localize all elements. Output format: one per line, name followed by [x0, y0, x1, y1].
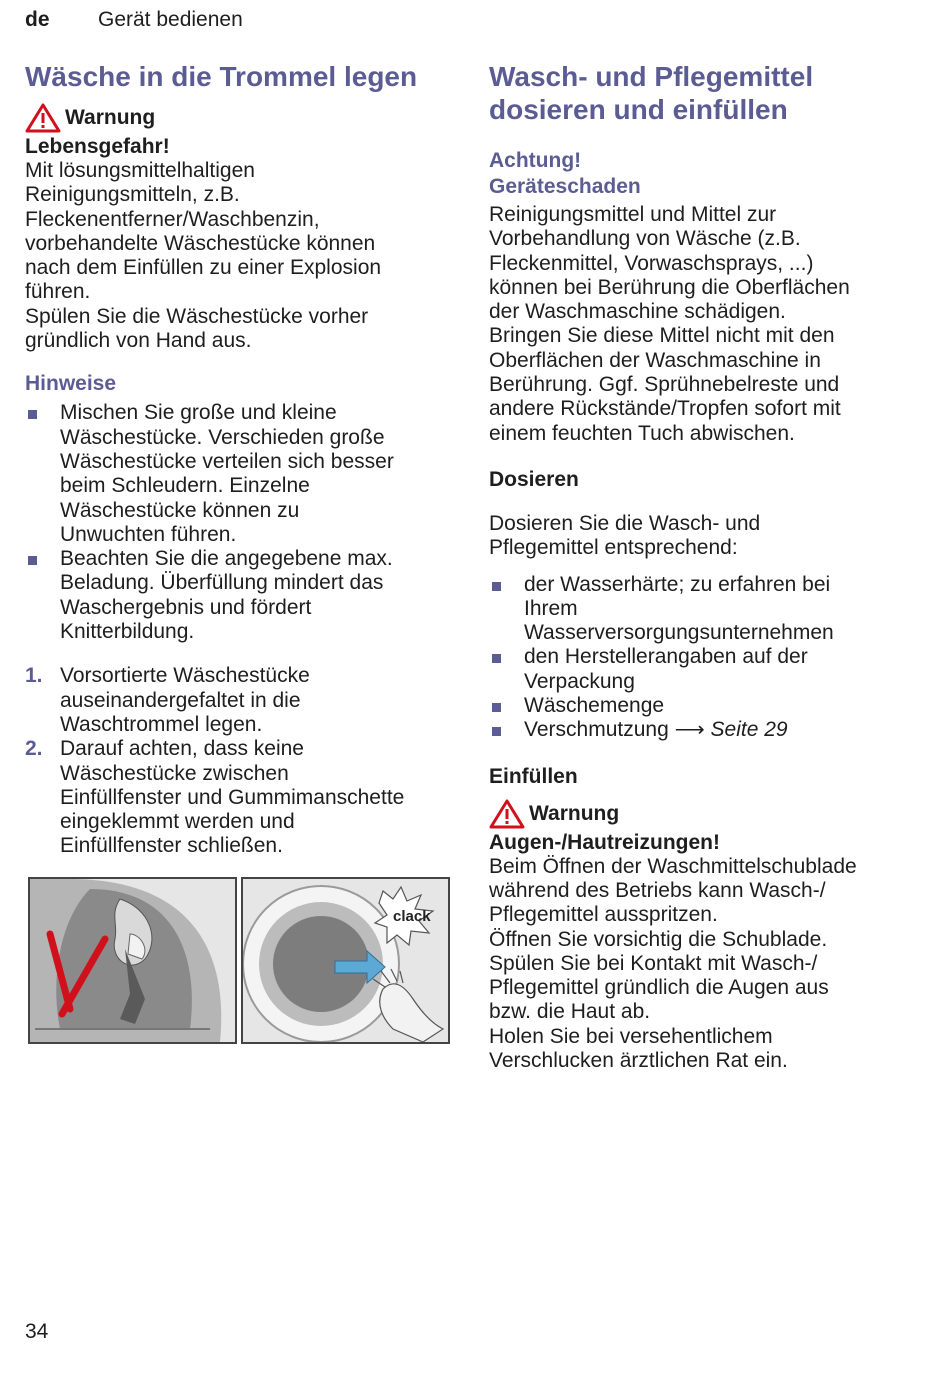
text-line: Wäschestücke zwischen — [60, 761, 289, 785]
warning-heading — [489, 799, 914, 829]
warning-label: Warnung — [65, 106, 156, 129]
text-line: Unwuchten führen. — [60, 522, 237, 546]
text-line: Einfüllfenster und Gummimanschette — [60, 785, 405, 809]
warning-head: Lebensgefahr! — [25, 135, 170, 158]
page-header — [25, 8, 243, 32]
list-item — [25, 401, 455, 547]
door-closing-illustration — [243, 879, 448, 1042]
page-reference-link[interactable]: Seite 29 — [710, 718, 788, 742]
caution-heading: Achtung! — [489, 149, 582, 172]
text-line: Pflegemittel gründlich die Augen aus — [489, 976, 829, 1000]
text-line: eingeklemmt werden und — [60, 810, 295, 834]
section-title: Gerät bedienen — [98, 8, 243, 31]
text-line: Wäschestücke. Verschieden große — [60, 425, 385, 449]
warning-text — [25, 159, 455, 353]
text-line: Oberflächen der Waschmaschine in — [489, 348, 821, 372]
text-line: Bringen Sie diese Mittel nicht mit den — [489, 324, 835, 348]
list-item — [489, 718, 914, 742]
text-line: Reinigungsmitteln, z.B. — [25, 183, 240, 207]
right-title — [489, 60, 914, 126]
text-line: gründlich von Hand aus. — [25, 329, 252, 353]
bullet-square-icon — [492, 727, 501, 736]
text-line: Beladung. Überfüllung mindert das — [60, 571, 384, 595]
text-line: Spülen Sie die Wäschestücke vorher — [25, 304, 369, 328]
title-line: Wasch- und Pflegemittel — [489, 61, 814, 92]
list-item — [489, 694, 914, 718]
text-line: Beim Öffnen der Waschmittelschublade — [489, 854, 857, 878]
bullet-square-icon — [28, 556, 37, 565]
illustration-close-door — [241, 877, 450, 1044]
bullet-square-icon — [492, 582, 501, 591]
text-line: Wäschestücke können zu — [60, 498, 300, 522]
text-line: führen. — [25, 280, 91, 304]
text-line: Fleckenentferner/Waschbenzin, — [25, 207, 320, 231]
bullet-square-icon — [492, 703, 501, 712]
text-line: einem feuchten Tuch abwischen. — [489, 421, 795, 445]
text-line: Verschlucken ärztlichen Rat ein. — [489, 1049, 788, 1073]
title-line: dosieren und einfüllen — [489, 94, 788, 125]
text-line: bzw. die Haut ab. — [489, 1000, 651, 1024]
text-line: vorbehandelte Wäschestücke können — [25, 231, 376, 255]
text-line: Mit lösungsmittelhaltigen — [25, 159, 255, 182]
text-line: beim Schleudern. Einzelne — [60, 474, 310, 498]
text-line: Spülen Sie bei Kontakt mit Wasch-/ — [489, 951, 818, 975]
dosing-list — [489, 573, 914, 743]
text-line: Waschergebnis und fördert — [60, 595, 312, 619]
page-number: 34 — [25, 1320, 49, 1343]
warning-triangle-icon — [489, 799, 525, 829]
notes-heading: Hinweise — [25, 372, 117, 396]
text-line: Dosieren Sie die Wasch- und — [489, 511, 761, 535]
illustration-wrong-loading — [28, 877, 237, 1044]
step-number: 2. — [25, 737, 43, 761]
text-line: der Wasserhärte; zu erfahren bei — [524, 572, 831, 596]
warning-head: Augen-/Hautreizungen! — [489, 830, 720, 854]
text-line: Pflegemittel ausspritzen. — [489, 903, 718, 927]
bullet-square-icon — [28, 410, 37, 419]
laundry-caught-illustration — [30, 879, 235, 1042]
text-line: Vorsortierte Wäschestücke — [60, 664, 310, 688]
text-line: Holen Sie bei versehentlichem — [489, 1024, 773, 1048]
warning-triangle-icon — [25, 103, 61, 133]
left-title: Wäsche in die Trommel legen — [25, 61, 418, 92]
bullet-square-icon — [492, 654, 501, 663]
list-item — [489, 645, 914, 694]
dosing-heading: Dosieren — [489, 467, 579, 491]
text-line: Mischen Sie große und kleine — [60, 401, 337, 425]
language-code: de — [25, 8, 50, 31]
text-line: können bei Berührung die Oberflächen — [489, 275, 850, 299]
text-line: Darauf achten, dass keine — [60, 737, 304, 761]
step-item — [25, 737, 455, 858]
step-number: 1. — [25, 664, 43, 688]
text-line: Berührung. Ggf. Sprühnebelreste und — [489, 373, 840, 397]
text-line: auseinandergefaltet in die — [60, 688, 301, 712]
text-line: während des Betriebs kann Wasch-/ — [489, 878, 826, 902]
text-line: Einfüllfenster schließen. — [60, 834, 283, 858]
warning-label: Warnung — [529, 801, 620, 825]
text-line: der Waschmaschine schädigen. — [489, 300, 786, 324]
fill-heading: Einfüllen — [489, 764, 578, 788]
caution-subheading: Geräteschaden — [489, 175, 641, 198]
text-line: Beachten Sie die angegebene max. — [60, 547, 393, 571]
text-line: Knitterbildung. — [60, 620, 195, 644]
right-column — [489, 60, 914, 1073]
text-line: Verschmutzung — [524, 718, 669, 742]
caution-text — [489, 203, 914, 446]
list-item — [25, 547, 455, 644]
steps-list — [25, 664, 455, 858]
text-line: nach dem Einfüllen zu einer Explosion — [25, 256, 382, 280]
text-line: Pflegemittel entsprechend: — [489, 536, 738, 560]
text-line: andere Rückstände/Tropfen sofort mit — [489, 397, 841, 421]
text-line: Fleckenmittel, Vorwaschsprays, ...) — [489, 251, 814, 275]
clack-sound-text: clack — [393, 908, 431, 925]
text-line: Vorbehandlung von Wäsche (z.B. — [489, 227, 801, 251]
warning-heading — [25, 103, 455, 133]
step-item — [25, 664, 455, 737]
text-line: Reinigungsmittel und Mittel zur — [489, 203, 777, 226]
warning-text — [489, 855, 914, 1074]
text-line: Öffnen Sie vorsichtig die Schublade. — [489, 927, 828, 951]
text-line: Wäschestücke verteilen sich besser — [60, 449, 394, 473]
list-item — [489, 573, 914, 646]
text-line: Verpackung — [524, 669, 635, 693]
text-line: Waschtrommel legen. — [60, 712, 263, 736]
text-line: Ihrem — [524, 596, 578, 620]
text-line: den Herstellerangaben auf der — [524, 645, 808, 669]
text-line: Wäschemenge — [524, 694, 665, 718]
left-column — [25, 60, 455, 859]
arrow-right-icon: ⟶ — [674, 718, 705, 742]
text-line: Wasserversorgungsunternehmen — [524, 621, 834, 645]
notes-list — [25, 401, 455, 644]
